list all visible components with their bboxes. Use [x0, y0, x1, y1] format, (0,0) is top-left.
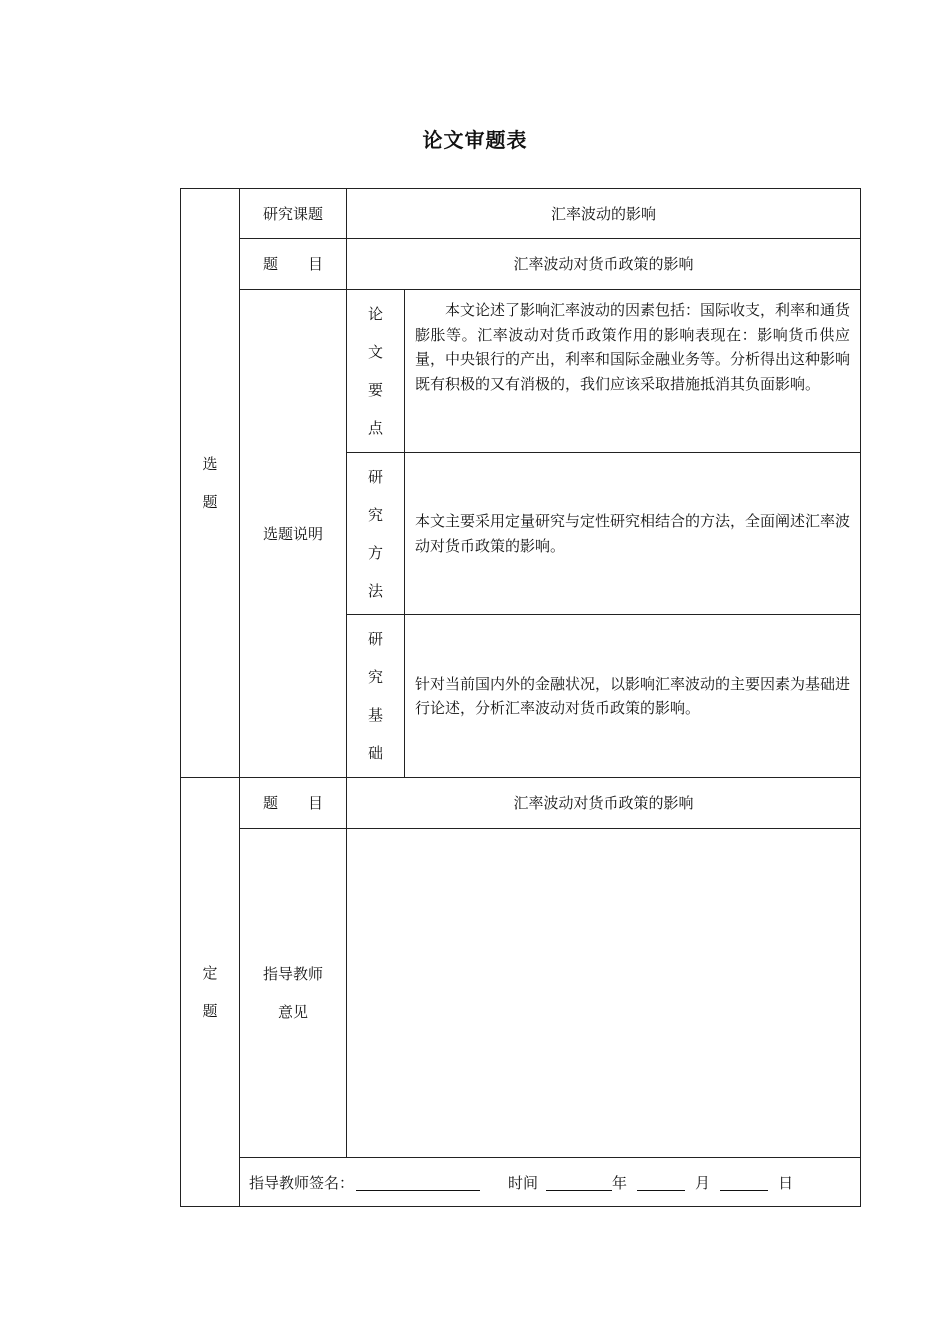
final-title-value: 汇率波动对货币政策的影响	[346, 777, 861, 829]
label-char: 基	[367, 706, 383, 724]
section-final-label	[180, 777, 240, 1207]
advisor-opinion-label	[239, 828, 347, 1158]
month-blank[interactable]	[637, 1174, 685, 1191]
label-char: 论	[367, 305, 383, 323]
year-blank[interactable]	[546, 1174, 612, 1191]
day-blank[interactable]	[720, 1174, 768, 1191]
research-basis-text	[404, 614, 861, 778]
thesis-title-value: 汇率波动对货币政策的影响	[346, 238, 861, 290]
day-label: 日	[778, 1173, 794, 1192]
section-final-char: 定	[202, 964, 218, 982]
time-label: 时间	[508, 1173, 539, 1192]
thesis-title-label: 题 目	[239, 238, 347, 290]
label-char: 文	[367, 343, 383, 361]
advisor-opinion-field[interactable]	[346, 828, 861, 1158]
final-title-label: 题 目	[239, 777, 347, 829]
key-points-text	[404, 289, 861, 453]
page-title: 论文审题表	[422, 128, 528, 152]
label-char: 方	[367, 543, 383, 562]
label-char: 法	[367, 581, 383, 600]
label-char: 究	[367, 668, 383, 686]
signature-blank[interactable]	[356, 1174, 480, 1191]
label-char: 究	[367, 505, 383, 524]
research-topic-label: 研究课题	[239, 188, 347, 239]
research-basis-label	[346, 614, 405, 778]
topic-explanation-label: 选题说明	[239, 289, 347, 778]
label-char: 研	[367, 467, 383, 486]
label-char: 础	[367, 744, 383, 762]
label-char: 点	[367, 419, 383, 437]
research-method-label	[346, 452, 405, 615]
key-points-paragraph: 本文论述了影响汇率波动的因素包括：国际收支，利率和通货膨胀等。汇率波动对货币政策作用的影响表现在：影响货币供应量，中央银行的产出，利率和国际金融业务等。分析得出这种影响既有积极的又有消极的，我们应该采取措施抵消其负面影响。	[415, 301, 851, 393]
research-topic-value: 汇率波动的影响	[346, 188, 861, 239]
key-points-label	[346, 289, 405, 453]
advisor-opinion-label-line: 意见	[277, 1003, 308, 1021]
month-label: 月	[695, 1173, 711, 1192]
section-select-char: 题	[202, 493, 218, 511]
signature-label: 指导教师签名：	[249, 1173, 355, 1192]
research-method-text	[404, 452, 861, 615]
label-char: 研	[367, 630, 383, 648]
research-method-paragraph: 本文主要采用定量研究与定性研究相结合的方法，全面阐述汇率波动对货币政策的影响。	[415, 512, 851, 555]
advisor-opinion-label-line: 指导教师	[262, 965, 323, 983]
signature-row	[239, 1157, 860, 1207]
year-label: 年	[612, 1173, 628, 1192]
research-basis-paragraph: 针对当前国内外的金融状况，以影响汇率波动的主要因素为基础进行论述，分析汇率波动对货币政策的影响。	[415, 674, 851, 717]
label-char: 要	[367, 381, 383, 399]
section-select-label	[180, 188, 240, 778]
section-final-char: 题	[202, 1002, 218, 1020]
section-select-char: 选	[202, 455, 218, 473]
